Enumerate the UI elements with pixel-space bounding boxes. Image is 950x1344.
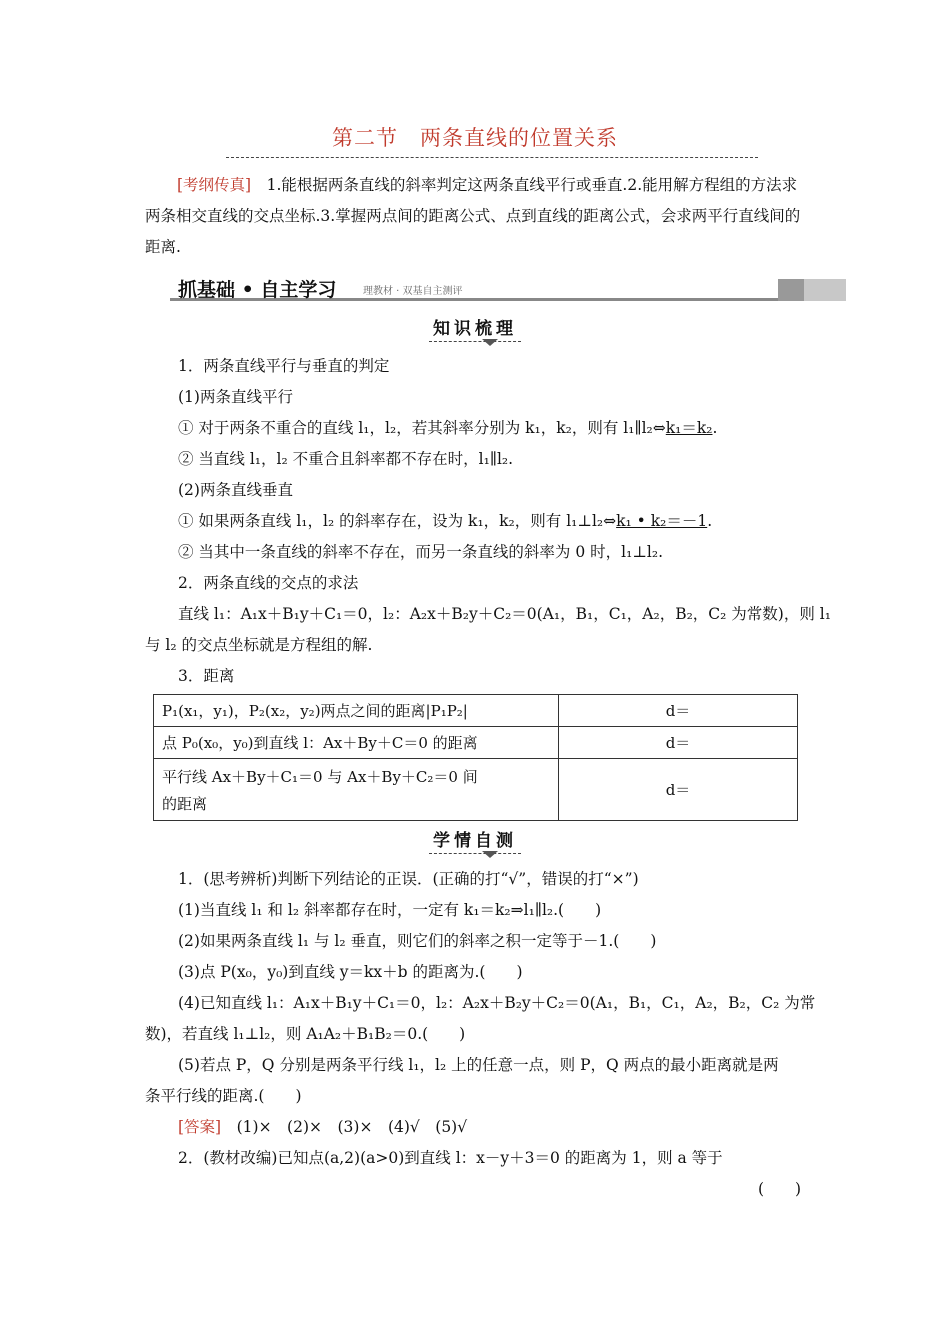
table-row: 平行线 Ax＋By＋C₁＝0 与 Ax＋By＋C₂＝0 间 的距离 d＝ — [154, 759, 798, 821]
triangle-icon — [482, 851, 498, 858]
syllabus-tag: [考纲传真] — [177, 176, 252, 194]
banner-subtitle: 理教材 · 双基自主测评 — [363, 286, 463, 297]
syllabus-paragraph — [145, 170, 810, 263]
selftest-line-3: (2)如果两条直线 l₁ 与 l₂ 垂直，则它们的斜率之积一定等于－1.( ) — [178, 932, 657, 950]
table-row: 点 P₀(x₀，y₀)到直线 l：Ax＋By＋C＝0 的距离 d＝ — [154, 727, 798, 759]
selftest-line-4: (3)点 P(x₀，y₀)到直线 y＝kx＋b 的距离为.( ) — [178, 963, 523, 981]
blank-answer: k₁ • k₂＝－1 — [616, 512, 708, 530]
knowledge-line-6: ① 如果两条直线 l₁，l₂ 的斜率存在，设为 k₁，k₂，则有 l₁⊥l₂⇔k₁ • k₂＝－1. — [178, 512, 713, 530]
knowledge-line-7: ② 当其中一条直线的斜率不存在，而另一条直线的斜率为 0 时，l₁⊥l₂. — [178, 543, 663, 561]
knowledge-line-2: (1)两条直线平行 — [178, 388, 293, 406]
triangle-icon — [482, 339, 498, 346]
knowledge-line-8: 2．两条直线的交点的求法 — [178, 574, 359, 592]
answer-text: (1)× (2)× (3)× (4)√ (5)√ — [221, 1118, 468, 1136]
selftest-line-7: (5)若点 P，Q 分别是两条平行线 l₁，l₂ 上的任意一点，则 P，Q 两点的最小距离就是两 — [178, 1056, 779, 1074]
knowledge-line-11: 3．距离 — [178, 667, 235, 685]
syllabus-text: 1.能根据两条直线的斜率判定这两条直线平行或垂直.2.能用解方程组的方法求两条相交直线的交点坐标.3.掌握两点间的距离公式、点到直线的距离公式，会求两平行直线间的距离. — [145, 176, 801, 256]
title-divider — [226, 157, 758, 158]
banner-title: 抓基础 • 自主学习 — [178, 279, 337, 301]
selftest-line-5: (4)已知直线 l₁：A₁x＋B₁y＋C₁＝0，l₂：A₂x＋B₂y＋C₂＝0(A₁，B₁，C₁，A₂，B₂，C₂ 为常 — [178, 994, 816, 1012]
knowledge-line-1: 1．两条直线平行与垂直的判定 — [178, 357, 390, 375]
answer-line — [178, 1115, 467, 1137]
question-2: 2．(教材改编)已知点(a,2)(a>0)到直线 l：x－y＋3＝0 的距离为 1，则 a 等于 — [178, 1149, 723, 1167]
section-selftest-heading: 学情自测 — [0, 826, 950, 854]
selftest-line-2: (1)当直线 l₁ 和 l₂ 斜率都存在时，一定有 k₁＝k₂⇒l₁∥l₂.( ) — [178, 901, 602, 919]
selftest-line-6: 数)，若直线 l₁⊥l₂，则 A₁A₂＋B₁B₂＝0.( ) — [145, 1025, 466, 1043]
page-title: 第二节 两条直线的位置关系 — [332, 126, 618, 150]
knowledge-line-3: ① 对于两条不重合的直线 l₁，l₂，若其斜率分别为 k₁，k₂，则有 l₁∥l₂⇔k₁＝k₂. — [178, 419, 718, 437]
knowledge-line-5: (2)两条直线垂直 — [178, 481, 293, 499]
answer-tag: [答案] — [178, 1118, 222, 1136]
selftest-line-8: 条平行线的距离.( ) — [145, 1087, 302, 1105]
distance-table — [153, 694, 798, 821]
knowledge-line-4: ② 当直线 l₁，l₂ 不重合且斜率都不存在时，l₁∥l₂. — [178, 450, 514, 468]
knowledge-line-10: 与 l₂ 的交点坐标就是方程组的解. — [145, 636, 373, 654]
section-knowledge-heading: 知识梳理 — [0, 314, 950, 342]
blank-answer: k₁＝k₂ — [665, 419, 713, 437]
table-row: P₁(x₁，y₁)，P₂(x₂，y₂)两点之间的距离|P₁P₂| d＝ — [154, 695, 798, 727]
knowledge-line-9: 直线 l₁：A₁x＋B₁y＋C₁＝0，l₂：A₂x＋B₂y＋C₂＝0(A₁，B₁，C₁，A₂，B₂，C₂ 为常数)，则 l₁ — [178, 605, 831, 623]
selftest-line-1: 1．(思考辨析)判断下列结论的正误．(正确的打“√”，错误的打“×”) — [178, 870, 639, 888]
section-banner — [170, 275, 846, 301]
question-2-paren: ( ) — [758, 1180, 802, 1198]
